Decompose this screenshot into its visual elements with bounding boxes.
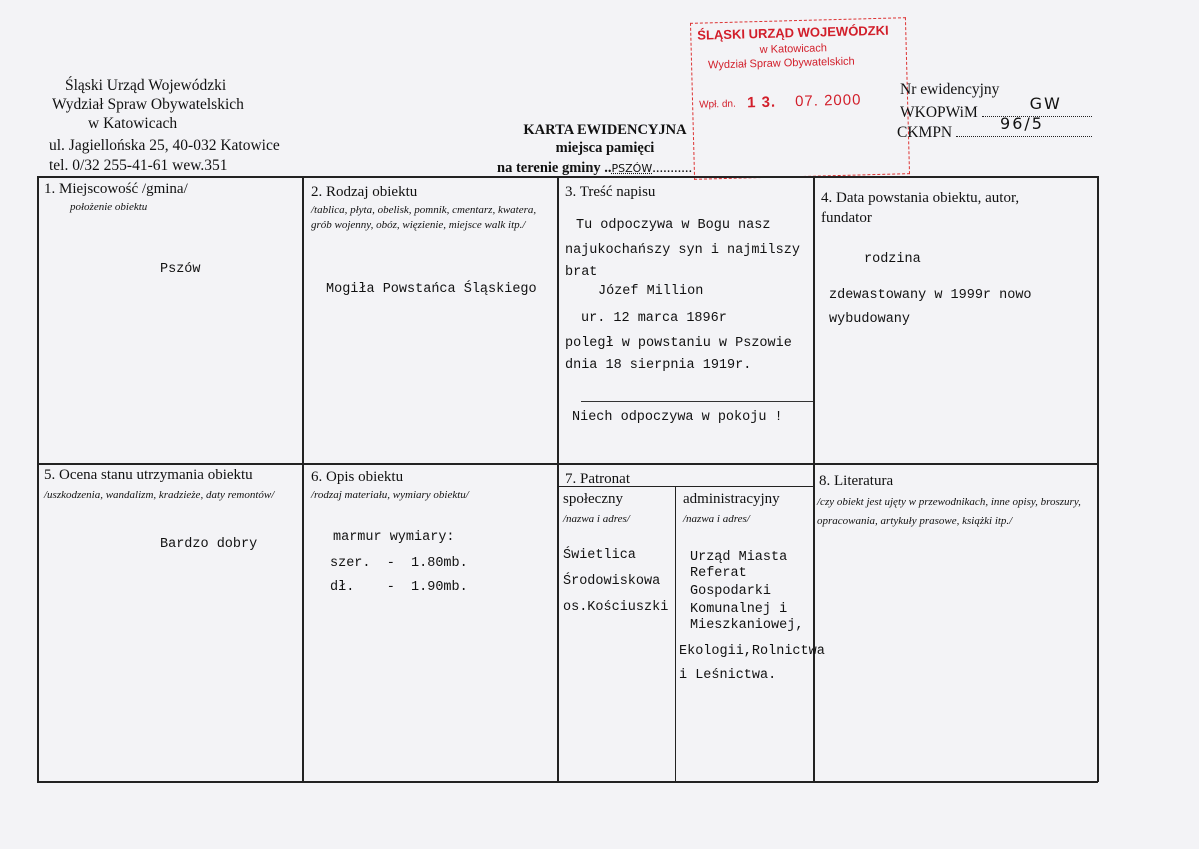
- section-6-hint: /rodzaj materiału, wymiary obiektu/: [311, 489, 469, 501]
- section-3-line-7: dnia 18 sierpnia 1919r.: [565, 358, 752, 373]
- section-7-social-title: społeczny: [563, 491, 623, 507]
- stamp-date-rest: 07. 2000: [794, 91, 862, 111]
- section-4-value-2: zdewastowany w 1999r nowo: [829, 288, 1032, 303]
- section-1-value: Pszów: [160, 262, 201, 277]
- section-7-admin-line-1: Urząd Miasta: [690, 550, 788, 565]
- section-3-line-6: poległ w powstaniu w Pszowie: [565, 336, 792, 351]
- stamp-department: Wydział Spraw Obywatelskich: [707, 55, 855, 72]
- section-3-line-2: najukochańszy syn i najmilszy: [565, 243, 800, 258]
- document-subtitle: miejsca pamięci: [555, 140, 655, 156]
- section-4-title-2: fundator: [821, 210, 872, 226]
- office-department: Wydział Spraw Obywatelskich: [52, 96, 244, 113]
- section-2-title: 2. Rodzaj obiektu: [311, 184, 418, 200]
- section-6-line-3: dł. - 1.90mb.: [330, 580, 468, 595]
- section-5-title: 5. Ocena stanu utrzymania obiektu: [44, 467, 253, 483]
- stamp-city: w Katowicach: [759, 42, 828, 57]
- registry-number-label: Nr ewidencyjny: [900, 81, 1000, 98]
- section-4-title: 4. Data powstania obiektu, autor,: [821, 190, 1020, 206]
- office-address: ul. Jagiellońska 25, 40-032 Katowice: [49, 137, 280, 154]
- section-7-social-line-1: Świetlica: [563, 548, 636, 563]
- section-7-social-line-3: os.Kościuszki: [563, 600, 669, 615]
- section-7-admin-line-5: Mieszkaniowej,: [690, 618, 804, 633]
- section-3-line-3: brat: [565, 265, 598, 280]
- section-2-hint: /tablica, płyta, obelisk, pomnik, cmentarz, kwatera, grób wojenny, obóz, więzienie, miejsce walk itp./: [311, 204, 537, 231]
- section-7-admin-title: administracyjny: [683, 491, 780, 507]
- gmina-value: PSZÓW: [611, 162, 653, 175]
- section-8-title: 8. Literatura: [819, 473, 894, 489]
- ckmpn-field: [956, 114, 1092, 137]
- received-stamp: [690, 17, 910, 180]
- ckmpn-value: 96/5: [1000, 114, 1044, 133]
- section-3-divider: [581, 401, 813, 402]
- section-7-social-hint: /nazwa i adres/: [563, 513, 630, 525]
- section-4-value-3: wybudowany: [829, 312, 911, 327]
- section-7-admin-line-2: Referat: [690, 566, 747, 581]
- wkop-label: WKOPWiM: [900, 104, 978, 121]
- section-3-line-5: ur. 12 marca 1896r: [581, 311, 727, 326]
- section-3-line-1: Tu odpoczywa w Bogu nasz: [576, 218, 771, 233]
- wkop-line: [900, 94, 1092, 122]
- office-city: w Katowicach: [88, 115, 178, 132]
- section-5-hint: /uszkodzenia, wandalizm, kradzieże, daty remontów/: [44, 489, 275, 501]
- ckmpn-label: CKMPN: [897, 124, 953, 141]
- section-6-line-1: marmur wymiary:: [333, 530, 455, 545]
- section-4-value-1: rodzina: [864, 252, 921, 267]
- gmina-line: [497, 160, 692, 177]
- ckmpn-line: [897, 114, 1092, 142]
- section-3-closing: Niech odpoczywa w pokoju !: [572, 410, 783, 425]
- section-7-admin-line-3: Gospodarki: [690, 584, 772, 599]
- section-7-admin-line-6: Ekologii,Rolnictwa: [679, 644, 825, 659]
- document-title: KARTA EWIDENCYJNA: [523, 122, 687, 138]
- section-7-social-line-2: Środowiskowa: [563, 574, 661, 589]
- section-7-title: 7. Patronat: [565, 471, 630, 487]
- stamp-date-day: 1 3.: [746, 93, 777, 112]
- gmina-prefix: na terenie gminy ..: [497, 160, 612, 176]
- section-7-admin-hint: /nazwa i adres/: [683, 513, 750, 525]
- section-6-title: 6. Opis obiektu: [311, 469, 404, 485]
- wkop-value: GW: [1029, 94, 1062, 113]
- section-7-admin-line-7: i Leśnictwa.: [679, 668, 777, 683]
- office-phone: tel. 0/32 255-41-61 wew.351: [49, 157, 228, 174]
- section-3-line-4: Józef Million: [598, 284, 704, 299]
- section-8-hint: /czy obiekt jest ujęty w przewodnikach, inne opisy, broszury, opracowania, artykuły prasowe, książki itp./: [817, 496, 1081, 527]
- section-3-title: 3. Treść napisu: [565, 184, 656, 200]
- section-1-hint: położenie obiektu: [70, 201, 148, 213]
- section-2-value: Mogiła Powstańca Śląskiego: [326, 282, 537, 297]
- section-5-value: Bardzo dobry: [160, 537, 258, 552]
- gmina-suffix: ...........: [652, 160, 693, 176]
- stamp-office: ŚLĄSKI URZĄD WOJEWÓDZKI: [697, 22, 889, 43]
- section-1-title: 1. Miejscowość /gmina/: [44, 181, 188, 197]
- office-name: Śląski Urząd Wojewódzki: [65, 77, 227, 94]
- section-6-line-2: szer. - 1.80mb.: [330, 556, 468, 571]
- stamp-date-label: Wpł. dn.: [698, 98, 736, 111]
- section-7-admin-line-4: Komunalnej i: [690, 602, 788, 617]
